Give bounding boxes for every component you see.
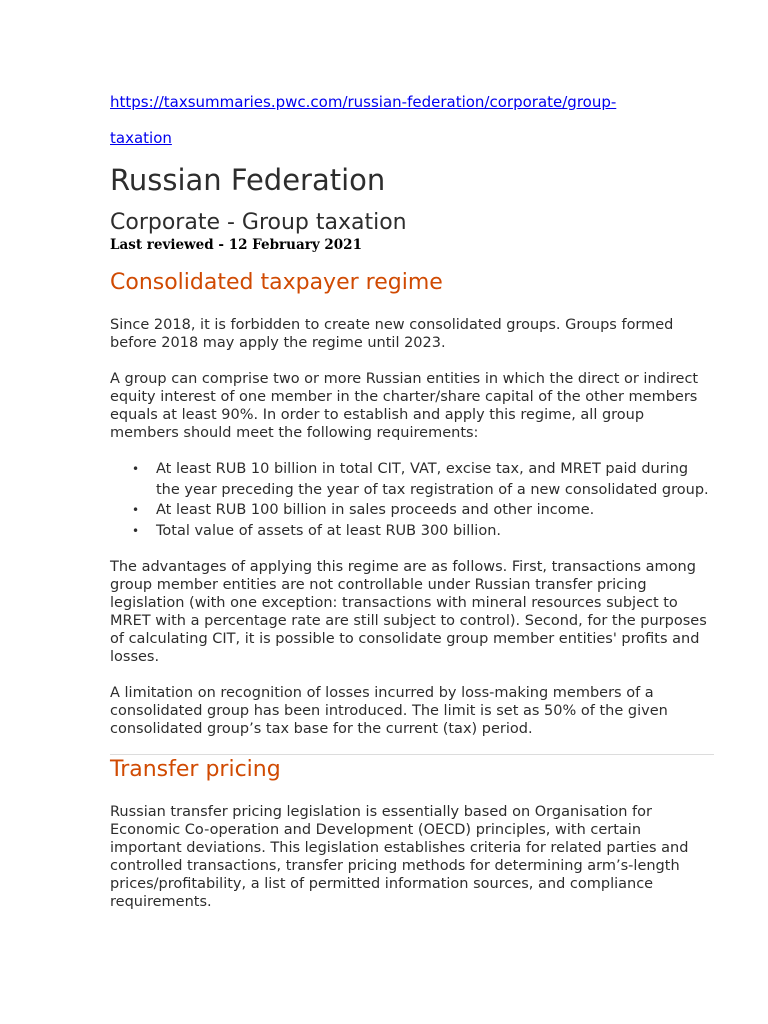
list-item [132, 500, 714, 521]
paragraph-consolidated-3: The advantages of applying this regime are as follows. First, transactions among group member entities are not controllable under Russian transfer pricing legislation (with one exception: transactions with mineral resources subject to MRET with a percentage rate are still subject to control). Second, for the purposes of calculating CIT, it is possible to consolidate group member entities' profits and losses. [110, 559, 707, 665]
list-item [132, 459, 714, 500]
bullet-icon: • [132, 523, 140, 538]
paragraph-consolidated-2: A group can comprise two or more Russian entities in which the direct or indirect equity interest of one member in the charter/share capital of the other members equals at least 90%. In order to establish and apply this regime, all group members should meet the following requirements: [110, 371, 699, 441]
section-heading-transfer-pricing: Transfer pricing [110, 757, 281, 782]
country-title: Russian Federation [110, 163, 386, 197]
list-item [132, 521, 714, 542]
list-item-text: At least RUB 10 billion in total CIT, VAT, excise tax, and MRET paid during the year preceding the year of tax registration of a new consolidated group. [156, 461, 709, 498]
paragraph-transfer-pricing-1: Russian transfer pricing legislation is essentially based on Organisation for Economic Co-operation and Development (OECD) principles, with certain important deviations. This legislation establishes criteria for related parties and controlled transactions, transfer pricing methods for determining arm’s-length prices/profitability, a list of permitted information sources, and compliance requirements. [110, 804, 689, 910]
bullet-icon: • [132, 462, 140, 476]
last-reviewed-date: Last reviewed - 12 February 2021 [110, 237, 362, 253]
bullet-icon: • [132, 503, 140, 517]
section-heading-consolidated: Consolidated taxpayer regime [110, 270, 443, 295]
paragraph-consolidated-1: Since 2018, it is forbidden to create new consolidated groups. Groups formed before 2018 may apply the regime until 2023. [110, 317, 674, 351]
source-url-line2[interactable]: taxation [110, 129, 172, 147]
list-item-text: At least RUB 100 billion in sales proceeds and other income. [156, 502, 595, 518]
source-url-line1[interactable]: https://taxsummaries.pwc.com/russian-federation/corporate/group- [110, 93, 617, 111]
paragraph-consolidated-4: A limitation on recognition of losses incurred by loss-making members of a consolidated group has been introduced. The limit is set as 50% of the given consolidated group’s tax base for the current (tax) period. [110, 685, 668, 737]
requirements-list [110, 459, 714, 541]
document-page [110, 84, 714, 911]
source-url-link[interactable] [110, 84, 714, 156]
page-subtitle: Corporate - Group taxation [110, 210, 407, 235]
list-item-text: Total value of assets of at least RUB 300 billion. [156, 522, 502, 539]
